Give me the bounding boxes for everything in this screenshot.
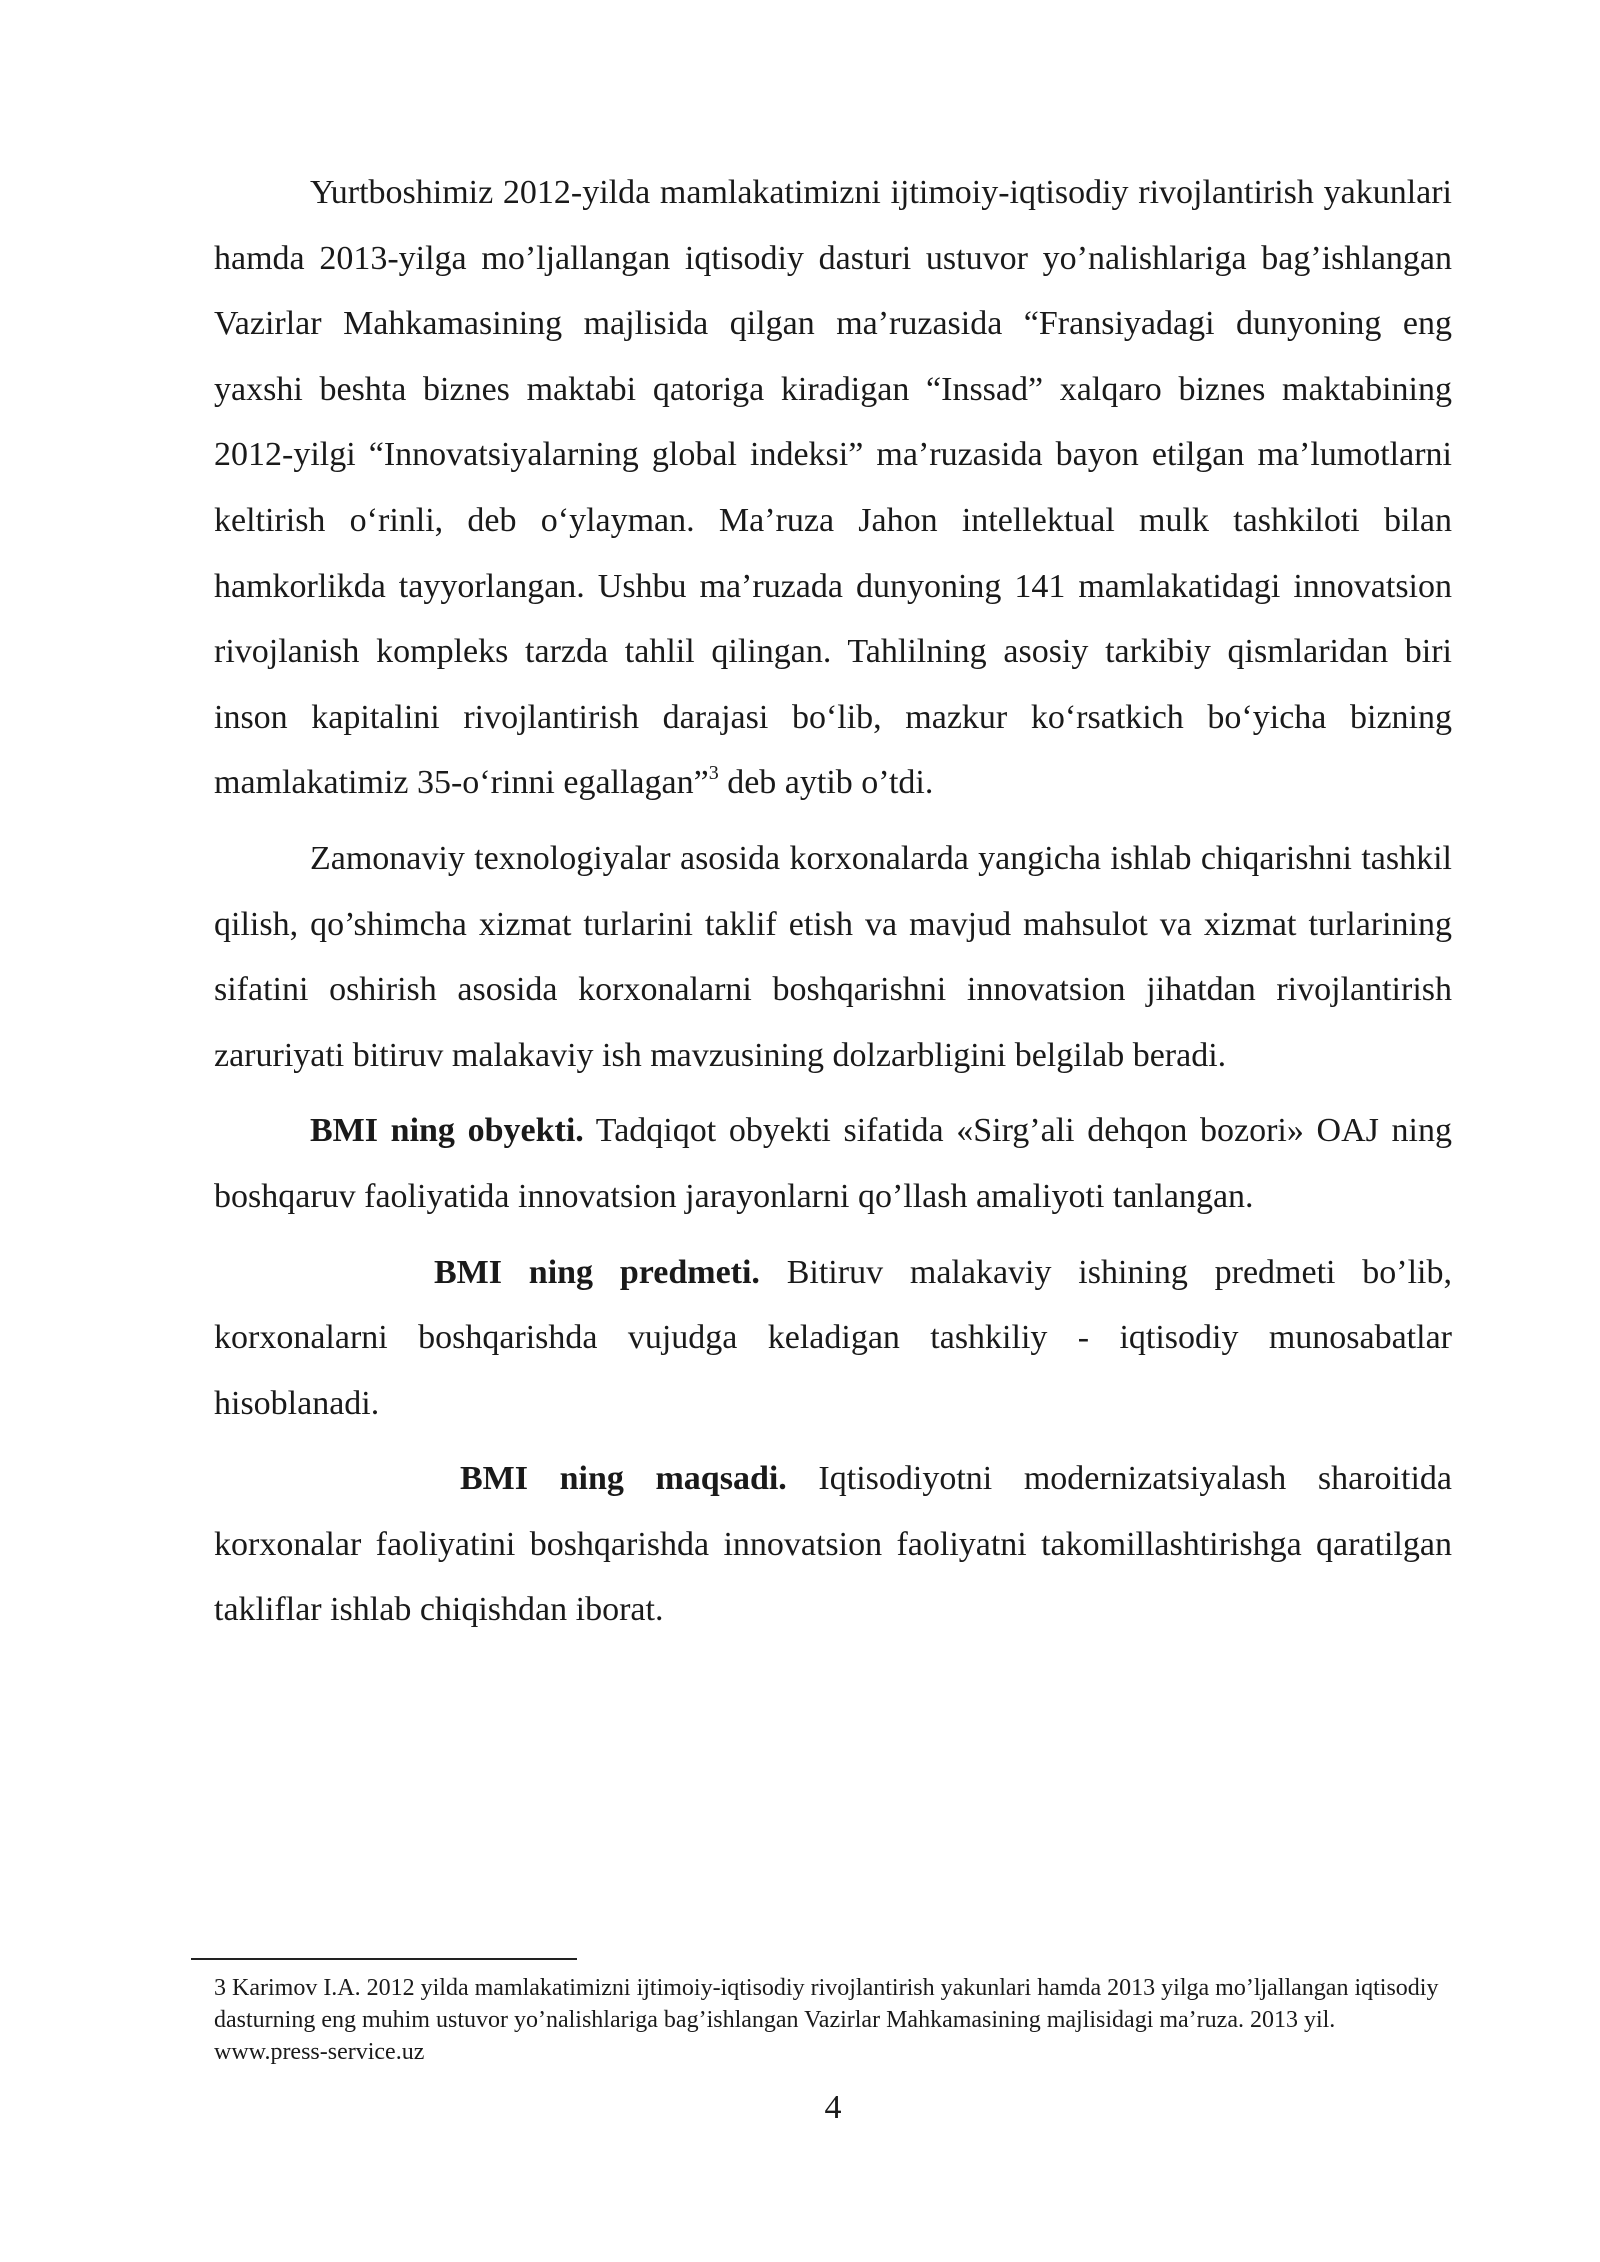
page-number: 4 [824,2089,842,2126]
paragraph-intro-tail: deb aytib o’tdi. [718,764,934,802]
paragraph-goal [214,1446,1452,1643]
paragraph-intro [214,160,1452,816]
paragraph-object [214,1098,1452,1229]
paragraph-goal-text: Iqtisodiyotni modernizatsiyalash sharoitida korxonalar faoliyatini boshqarishda innovatsion faoliyatni takomillashtirishga qaratilgan takliflar ishlab chiqishdan iborat. [214,1460,1452,1629]
paragraph-intro-text: Yurtboshimiz 2012-yilda mamlakatimizni ijtimoiy-iqtisodiy rivojlantirish yakunlari hamda 2013-yilga mo’ljallangan iqtisodiy dasturi ustuvor yo’nalishlariga bag’ishlangan Vazirlar Mahkamasining majlisida qilgan ma’ruzasida “Fransiyadagi dunyoning eng yaxshi beshta biznes maktabi qatoriga kiradigan “Inssad” xalqaro biznes maktabining 2012-yilgi “Innovatsiyalarning global indeksi” ma’ruzasida bayon etilgan ma’lumotlarni keltirish o‘rinli, deb o‘ylayman. Ma’ruza Jahon intellektual mulk tashkiloti bilan hamkorlikda tayyorlangan. Ushbu ma’ruzada dunyoning 141 mamlakatidagi innovatsion rivojlanish kompleks tarzda tahlil qilingan. Tahlilning asosiy tarkibiy qismlaridan biri inson kapitalini rivojlantirish darajasi bo‘lib, mazkur ko‘rsatkich bo‘yicha bizning mamlakatimiz 35-o‘rinni egallagan” [214,174,1452,802]
paragraph-subject [214,1240,1452,1437]
paragraph-relevance-text: Zamonaviy texnologiyalar asosida korxonalarda yangicha ishlab chiqarishni tashkil qilish, qo’shimcha xizmat turlarini taklif etish va mavjud mahsulot va xizmat turlarining sifatini oshirish asosida korxonalarni boshqarishni innovatsion jihatdan rivojlantirish zaruriyati bitiruv malakaviy ish mavzusining dolzarbligini belgilab beradi. [214,839,1452,1074]
object-heading: BMI ning obyekti. [310,1112,584,1150]
footnote-text: 3 Karimov I.A. 2012 yilda mamlakatimizni ijtimoiy-iqtisodiy rivojlantirish yakunlari hamda 2013 yilga mo’ljallangan iqtisodiy dasturning eng muhim ustuvor yo’nalishlariga bag’ishlangan Vazirlar Mahkamasining majlisidagi ma’ruza. 2013 yil. www.press-service.uz [214,1975,1439,2065]
paragraph-object-text: Tadqiqot obyekti sifatida «Sirg’ali dehqon bozori» OAJ ning boshqaruv faoliyatida innovatsion jarayonlarni qo’llash amaliyoti tanlangan. [214,1112,1452,1215]
footnote-reference[interactable]: 3 [708,762,719,785]
body-text [214,160,1452,1643]
paragraph-subject-text: Bitiruv malakaviy ishining predmeti bo’lib, korxonalarni boshqarishda vujudga keladigan tashkiliy - iqtisodiy munosabatlar hisoblanadi. [214,1253,1452,1422]
subject-heading: BMI ning predmeti. [434,1253,760,1291]
goal-heading: BMI ning maqsadi. [460,1460,787,1498]
paragraph-relevance [214,826,1452,1088]
footnote-divider [191,1958,577,1960]
